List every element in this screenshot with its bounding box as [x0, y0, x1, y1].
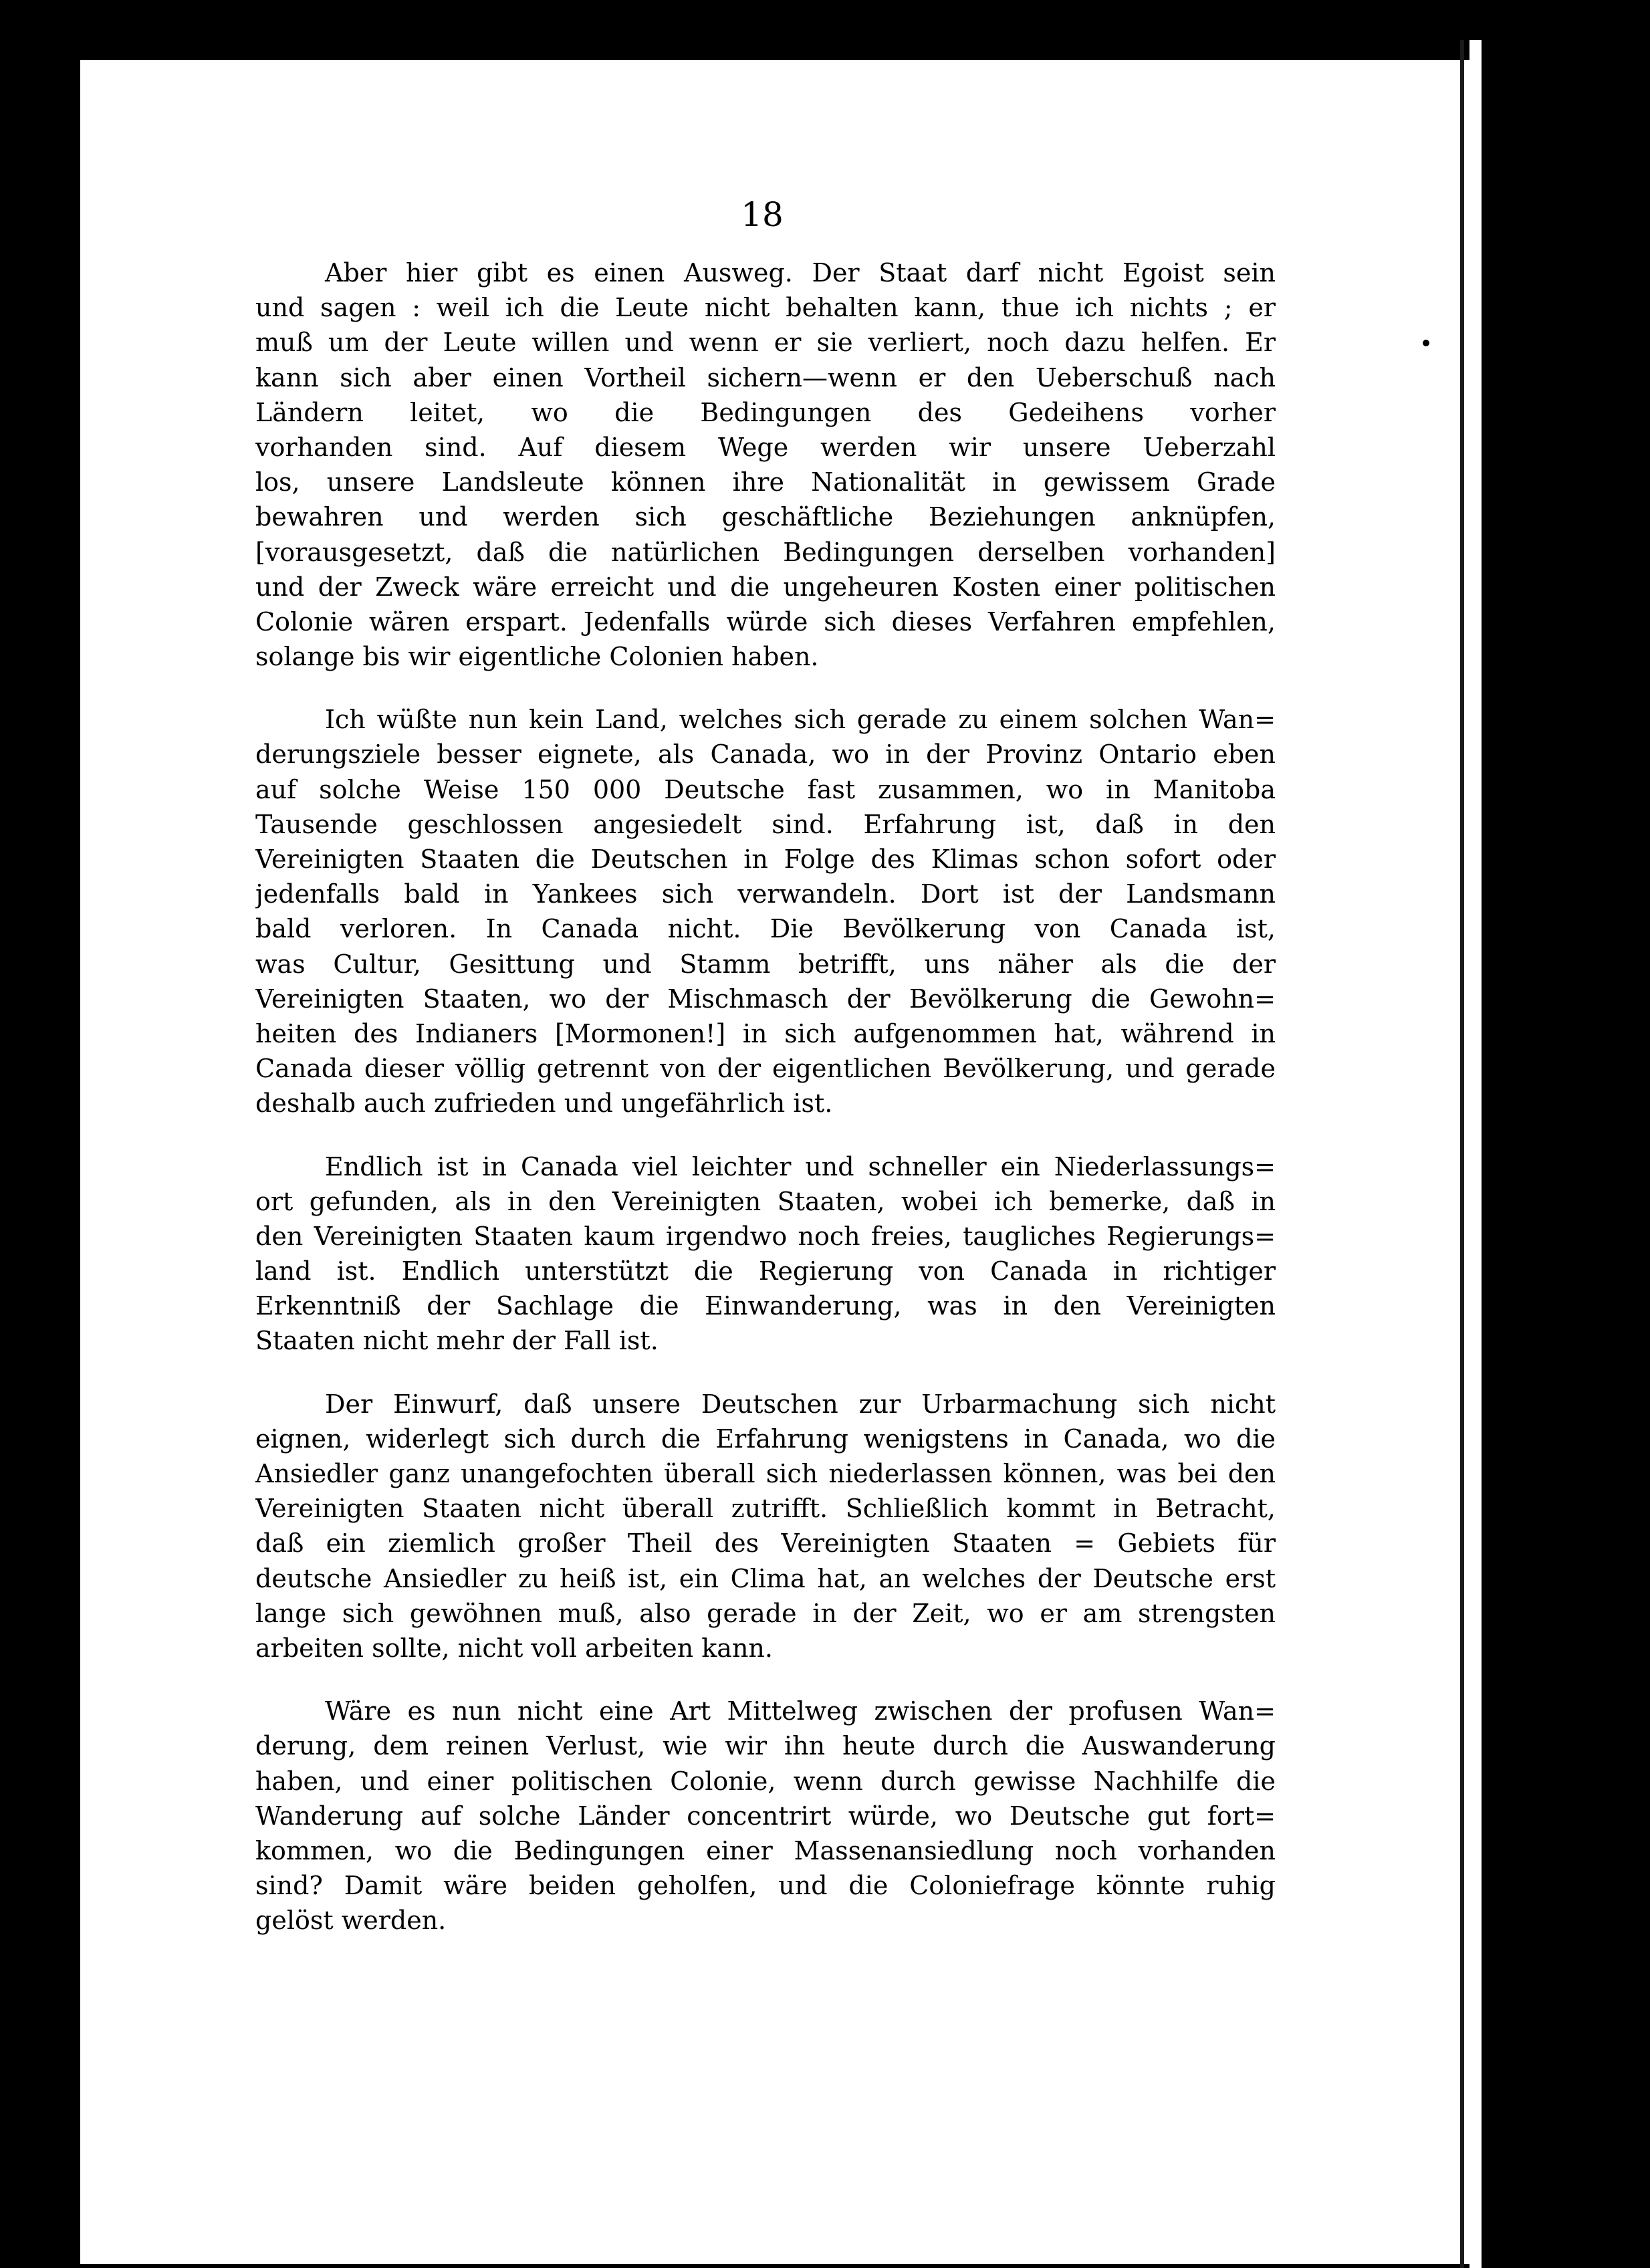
text-line: auf solche Weise 150 000 Deutsche fast zusammen, wo in Manitoba	[255, 774, 1276, 804]
page-number: 18	[741, 195, 784, 234]
text-line: lange sich gewöhnen muß, also gerade in der Zeit, wo er am strengsten	[255, 1598, 1276, 1628]
text-line: Endlich ist in Canada viel leichter und schneller ein Niederlassungs=	[325, 1151, 1276, 1181]
text-line: Tausende geschlossen angesiedelt sind. Erfahrung ist, daß in den	[255, 809, 1276, 839]
text-line: Vereinigten Staaten, wo der Mischmasch der Bevölkerung die Gewohn=	[255, 984, 1276, 1014]
text-line: Vereinigten Staaten die Deutschen in Folge des Klimas schon sofort oder	[255, 844, 1276, 874]
body-text	[255, 255, 1276, 1938]
paragraph	[255, 1149, 1276, 1359]
page-edge	[1469, 40, 1482, 2268]
text-line: Ansiedler ganz unangefochten überall sich niederlassen können, was bei den	[255, 1459, 1276, 1488]
paragraph	[255, 1694, 1276, 1938]
text-line: solange bis wir eigentliche Colonien haben.	[255, 642, 819, 672]
text-line: Staaten nicht mehr der Fall ist.	[255, 1326, 659, 1356]
text-line: deutsche Ansiedler zu heiß ist, ein Clima hat, an welches der Deutsche erst	[255, 1563, 1276, 1593]
paragraph-gap	[255, 1121, 1276, 1149]
text-line: eignen, widerlegt sich durch die Erfahrung wenigstens in Canada, wo die	[255, 1424, 1276, 1454]
text-line: Colonie wären erspart. Jedenfalls würde sich dieses Verfahren empfehlen,	[255, 606, 1276, 637]
text-line: derungsziele besser eignete, als Canada, wo in der Provinz Ontario eben	[255, 740, 1276, 770]
text-line: land ist. Endlich unterstützt die Regierung von Canada in richtiger	[255, 1256, 1276, 1286]
text-line: und sagen : weil ich die Leute nicht behalten kann, thue ich nichts ; er	[255, 293, 1276, 323]
paragraph	[255, 255, 1276, 674]
text-line: [vorausgesetzt, daß die natürlichen Bedingungen derselben vorhanden]	[255, 537, 1276, 567]
text-line: kommen, wo die Bedingungen einer Massenansiedlung noch vorhanden	[255, 1835, 1276, 1865]
text-line: haben, und einer politischen Colonie, wenn durch gewisse Nachhilfe die	[255, 1766, 1276, 1796]
text-line: und der Zweck wäre erreicht und die ungeheuren Kosten einer politischen	[255, 572, 1276, 602]
paragraph-gap	[255, 1666, 1276, 1694]
paragraph	[255, 1387, 1276, 1666]
text-line: daß ein ziemlich großer Theil des Vereinigten Staaten = Gebiets für	[255, 1528, 1276, 1559]
text-line: arbeiten sollte, nicht voll arbeiten kann.	[255, 1633, 773, 1663]
page-edge-shadow	[1460, 40, 1464, 2268]
paragraph	[255, 702, 1276, 1121]
text-line: Aber hier gibt es einen Ausweg. Der Staat darf nicht Egoist sein	[325, 258, 1276, 288]
text-line: sind? Damit wäre beiden geholfen, und die Coloniefrage könnte ruhig	[255, 1871, 1276, 1901]
text-line: Vereinigten Staaten nicht überall zutrifft. Schließlich kommt in Betracht,	[255, 1494, 1276, 1524]
text-line: was Cultur, Gesittung und Stamm betrifft, uns näher als die der	[255, 949, 1276, 979]
text-line: vorhanden sind. Auf diesem Wege werden wir unsere Ueberzahl	[255, 432, 1276, 462]
text-line: gelöst werden.	[255, 1906, 447, 1936]
text-line: ort gefunden, als in den Vereinigten Staaten, wobei ich bemerke, daß in	[255, 1186, 1276, 1216]
ink-speck	[1423, 340, 1429, 346]
text-line: heiten des Indianers [Mormonen!] in sich aufgenommen hat, während in	[255, 1018, 1276, 1048]
text-line: Ländern leitet, wo die Bedingungen des Gedeihens vorher	[255, 397, 1276, 427]
paragraph-gap	[255, 674, 1276, 702]
text-line: bewahren und werden sich geschäftliche Beziehungen anknüpfen,	[255, 502, 1276, 532]
text-line: los, unsere Landsleute können ihre Nationalität in gewissem Grade	[255, 467, 1276, 497]
text-line: deshalb auch zufrieden und ungefährlich ist.	[255, 1089, 833, 1119]
text-line: bald verloren. In Canada nicht. Die Bevölkerung von Canada ist,	[255, 914, 1276, 944]
text-line: muß um der Leute willen und wenn er sie verliert, noch dazu helfen. Er	[255, 328, 1276, 358]
text-line: jedenfalls bald in Yankees sich verwandeln. Dort ist der Landsmann	[255, 879, 1276, 909]
text-line: Erkenntniß der Sachlage die Einwanderung, was in den Vereinigten	[255, 1291, 1276, 1321]
text-line: derung, dem reinen Verlust, wie wir ihn heute durch die Auswanderung	[255, 1731, 1276, 1761]
text-line: Canada dieser völlig getrennt von der eigentlichen Bevölkerung, und gerade	[255, 1054, 1276, 1084]
text-line: den Vereinigten Staaten kaum irgendwo noch freies, taugliches Regierungs=	[255, 1221, 1276, 1251]
text-line: Wanderung auf solche Länder concentrirt würde, wo Deutsche gut fort=	[255, 1801, 1276, 1831]
text-line: kann sich aber einen Vortheil sichern—wenn er den Ueberschuß nach	[255, 362, 1276, 392]
text-line: Wäre es nun nicht eine Art Mittelweg zwischen der profusen Wan=	[325, 1696, 1276, 1726]
text-line: Der Einwurf, daß unsere Deutschen zur Urbarmachung sich nicht	[325, 1389, 1276, 1419]
paragraph-gap	[255, 1359, 1276, 1387]
text-line: Ich wüßte nun kein Land, welches sich gerade zu einem solchen Wan=	[325, 705, 1276, 735]
